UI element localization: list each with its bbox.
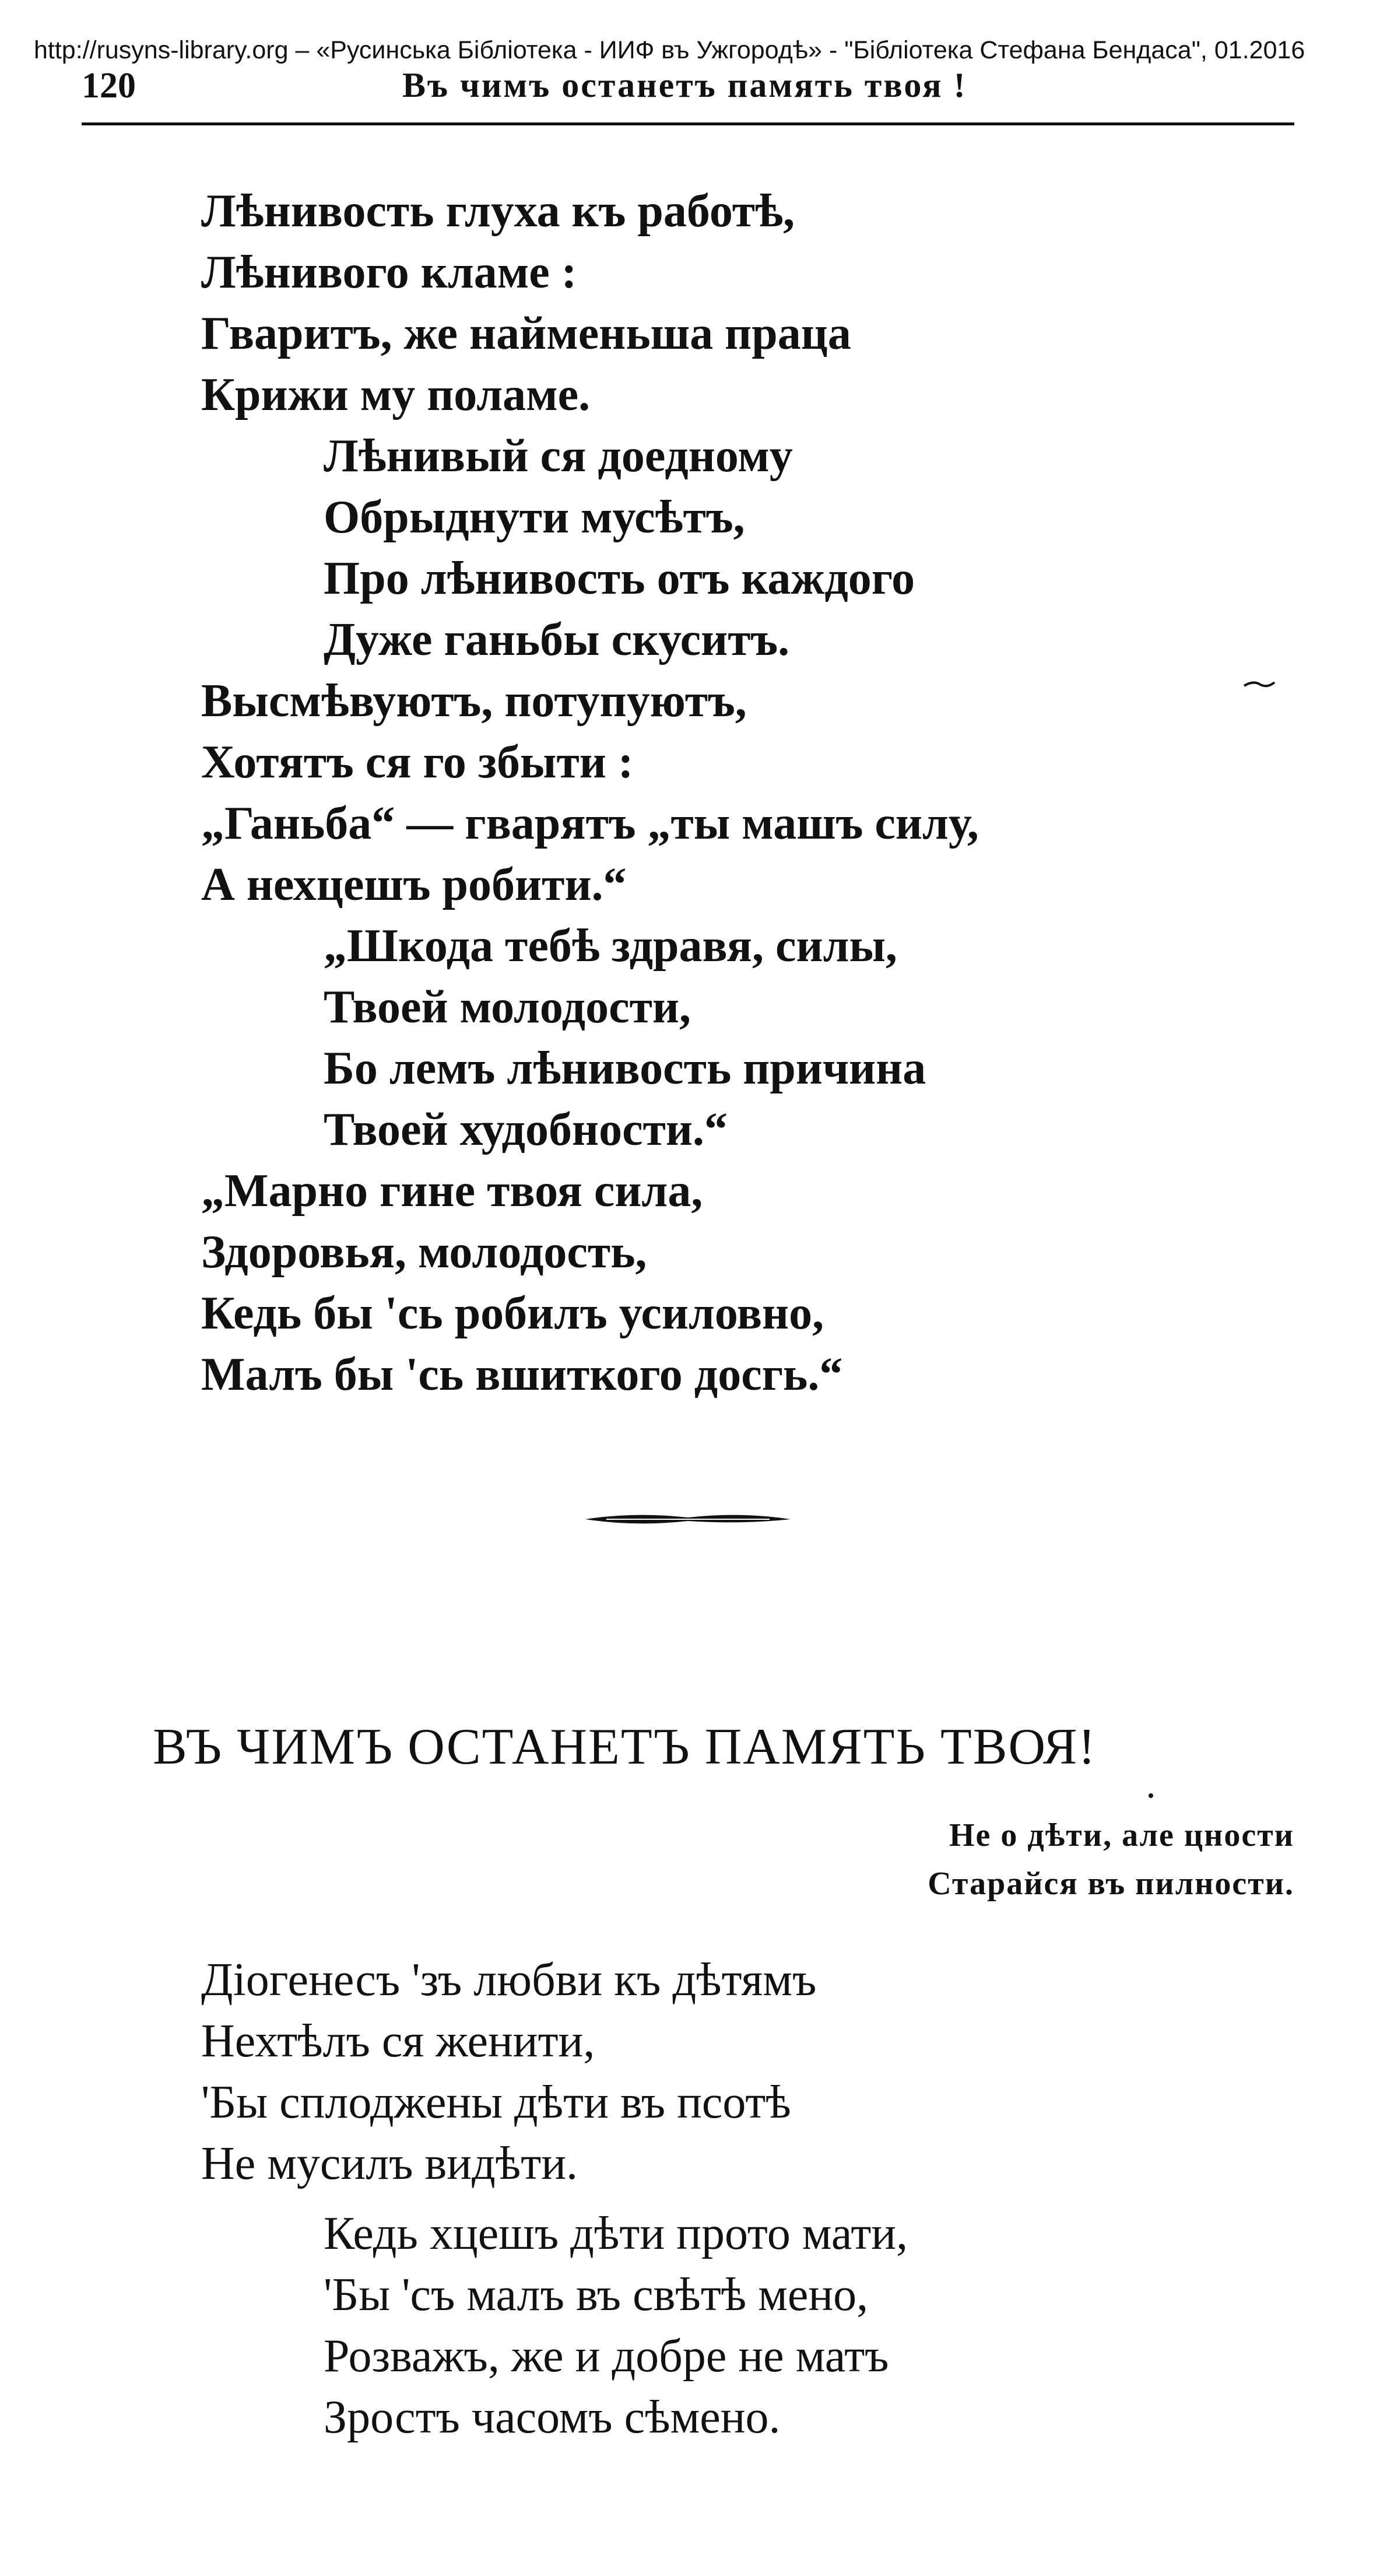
- poem-line: Бо лемъ лѣнивость причина: [324, 1043, 926, 1094]
- poem-line: Лѣнивость глуха къ работѣ,: [201, 185, 795, 237]
- poem-line: Лѣнивый ся доедному: [324, 430, 793, 482]
- poem-line: Дуже ганьбы скуситъ.: [324, 614, 790, 665]
- poem-line: Здоровья, молодость,: [201, 1226, 647, 1278]
- running-title: Въ чимъ останетъ память твоя !: [402, 66, 967, 104]
- poem-line: „Марно гине твоя сила,: [201, 1165, 703, 1217]
- poem-line: А нехцешъ робити.“: [201, 859, 627, 910]
- poem-line: Діогенесъ 'зъ любви къ дѣтямъ: [201, 1954, 817, 2006]
- poem-line: Зростъ часомъ сѣмено.: [324, 2392, 781, 2443]
- poem-line: Хотятъ ся го збыти :: [201, 737, 634, 788]
- poem-line: 'Бы сплоджены дѣти въ псотѣ: [201, 2077, 791, 2128]
- poem-line: Гваритъ, же найменьша праца: [201, 308, 851, 359]
- poem-line: Не мусилъ видѣти.: [201, 2138, 578, 2189]
- poem-line: Малъ бы 'сь вшиткого досгь.“: [201, 1349, 843, 1400]
- poem-line: Твоей худобности.“: [324, 1104, 728, 1155]
- poem-line: Обрыднути мусѣтъ,: [324, 492, 745, 543]
- margin-mark: [1242, 678, 1277, 692]
- poem-line: Кедь хцешъ дѣти прото мати,: [324, 2208, 908, 2259]
- poem-line: Лѣнивого кламе :: [201, 247, 577, 298]
- poem-line: Розважъ, же и добре не матъ: [324, 2330, 889, 2382]
- header-rule: [82, 122, 1294, 125]
- poem-line: „Ганьба“ — гварятъ „ты машъ силу,: [201, 798, 979, 849]
- poem-line: Нехтѣлъ ся женити,: [201, 2016, 595, 2067]
- page-number: 120: [82, 66, 136, 106]
- epigraph-line: Старайся въ пилности.: [928, 1866, 1294, 1902]
- poem-line: Крижи му поламе.: [201, 369, 591, 420]
- source-url-line: http://rusyns-library.org – «Русинська Бібліотека - ИИФ въ Ужгородѣ» - "Бібліотека Стефана Бендаса", 01.2016: [34, 36, 1305, 64]
- poem-line: Про лѣнивость отъ каждого: [324, 553, 915, 604]
- section-title: ВЪ ЧИМЪ ОСТАНЕТЪ ПАМЯТЬ ТВОЯ!: [153, 1719, 1097, 1775]
- poem-line: „Шкода тебѣ здравя, силы,: [324, 920, 897, 972]
- poem-line: Кедь бы 'сь робилъ усиловно,: [201, 1288, 824, 1339]
- poem-line: Высмѣвуютъ, потупуютъ,: [201, 675, 747, 727]
- poem-line: 'Бы 'съ малъ въ свѣтѣ мено,: [324, 2269, 869, 2321]
- epigraph-line: Не о дѣти, але цности: [949, 1817, 1294, 1853]
- ornamental-divider: [583, 1510, 793, 1528]
- ink-speck: [1149, 1793, 1153, 1798]
- poem-line: Твоей молодости,: [324, 982, 691, 1033]
